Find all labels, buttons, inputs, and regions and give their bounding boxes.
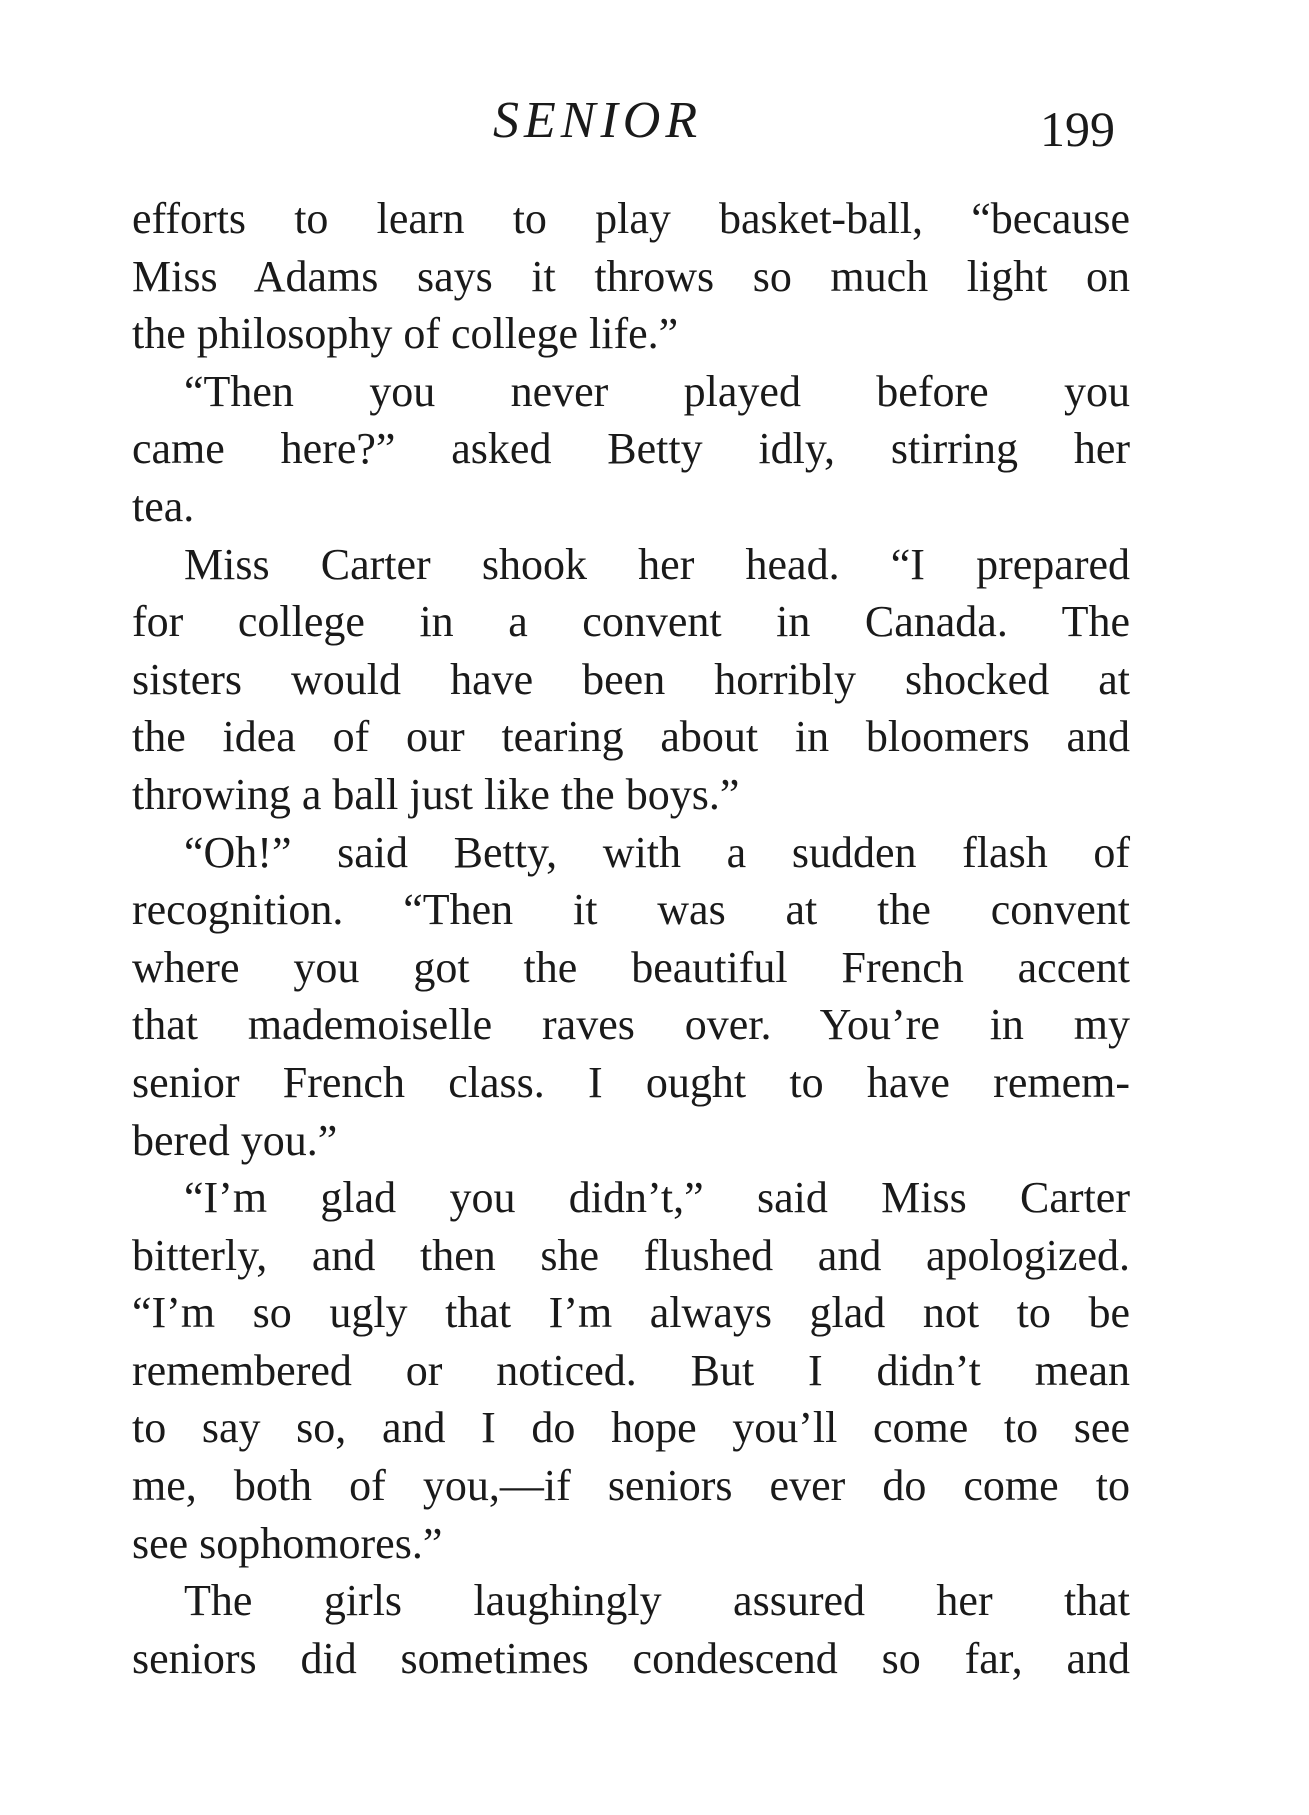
text-line: bitterly, and then she flushed and apologized.: [132, 1230, 1130, 1280]
text-line: throwing a ball just like the boys.”: [132, 769, 740, 819]
text-line: The girls laughingly assured her that: [184, 1576, 1130, 1626]
running-head: SENIOR: [493, 92, 703, 149]
text-line: the idea of our tearing about in bloomers and: [132, 712, 1130, 762]
text-line: recognition. “Then it was at the convent: [132, 885, 1130, 935]
text-line: Miss Carter shook her head. “I prepared: [184, 539, 1130, 589]
text-line: tea.: [132, 481, 195, 531]
text-line: “Oh!” said Betty, with a sudden flash of: [184, 827, 1130, 877]
page-number: 199: [1040, 101, 1115, 157]
text-line: see sophomores.”: [132, 1518, 443, 1568]
text-line: “I’m glad you didn’t,” said Miss Carter: [184, 1173, 1130, 1223]
text-line: senior French class. I ought to have remem-: [132, 1057, 1130, 1107]
text-line: me, both of you,—if seniors ever do come to: [132, 1461, 1130, 1511]
text-line: bered you.”: [132, 1115, 338, 1165]
text-line: remembered or noticed. But I didn’t mean: [132, 1345, 1130, 1395]
text-line: the philosophy of college life.”: [132, 309, 679, 359]
text-line: came here?” asked Betty idly, stirring her: [132, 424, 1130, 474]
text-line: to say so, and I do hope you’ll come to see: [132, 1403, 1130, 1453]
page-header: [0, 86, 1309, 156]
text-line: efforts to learn to play basket-ball, “because: [132, 194, 1130, 243]
text-line: “I’m so ugly that I’m always glad not to be: [132, 1288, 1130, 1338]
text-line: Miss Adams says it throws so much light on: [132, 251, 1130, 301]
text-line: seniors did sometimes condescend so far, and: [132, 1633, 1130, 1683]
text-line: that mademoiselle raves over. You’re in my: [132, 1000, 1130, 1050]
text-line: sisters would have been horribly shocked at: [132, 654, 1130, 704]
text-line: for college in a convent in Canada. The: [132, 597, 1130, 647]
body-text: [132, 190, 1130, 1687]
text-line: “Then you never played before you: [184, 366, 1130, 416]
text-line: where you got the beautiful French accent: [132, 942, 1130, 992]
